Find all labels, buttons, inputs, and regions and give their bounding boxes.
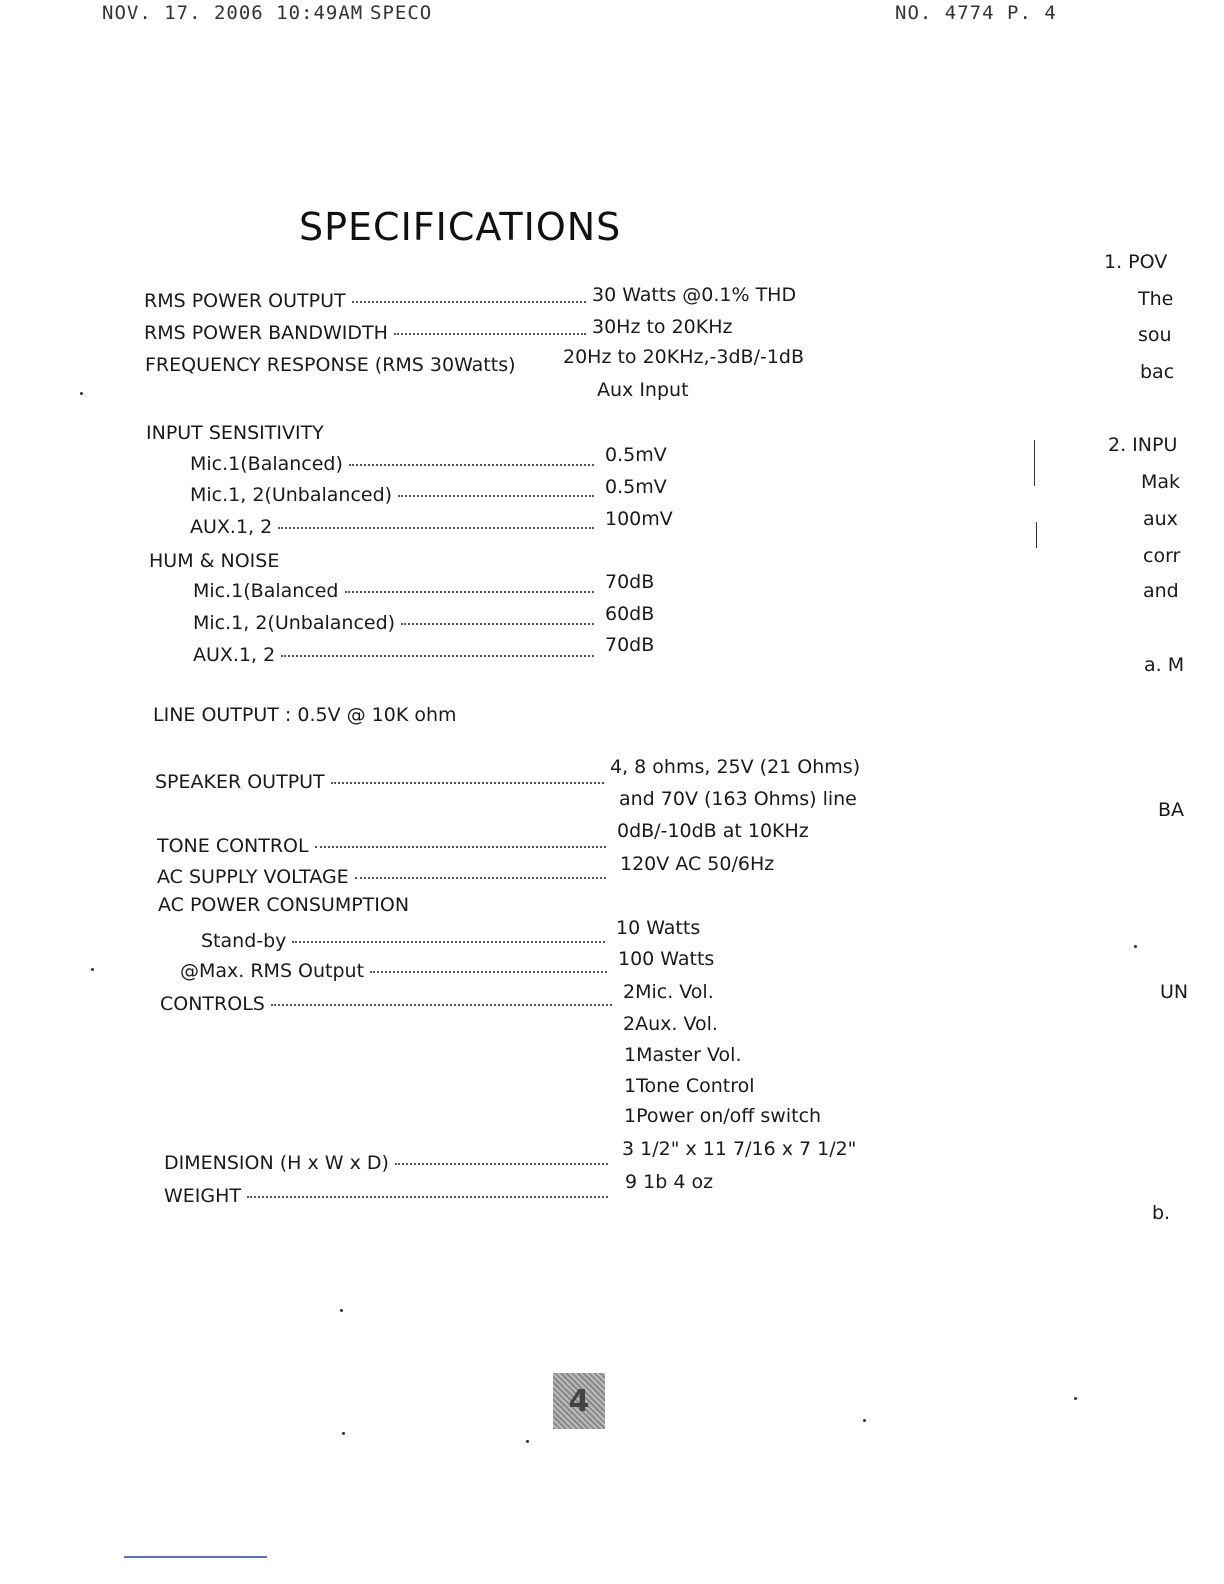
fax-sender: SPECO (370, 2, 433, 24)
spec-value-continued: and 70V (163 Ohms) line (619, 788, 857, 810)
controls-value: 2Mic. Vol. (623, 981, 714, 1003)
spec-label: AC SUPPLY VOLTAGE (157, 866, 349, 888)
spec-row-dimension (164, 1152, 614, 1174)
spec-row-standby (201, 930, 611, 952)
controls-value: 2Aux. Vol. (623, 1013, 718, 1035)
spec-value: 70dB (605, 634, 655, 656)
side-text: aux (1143, 508, 1178, 530)
spec-value: 120V AC 50/6Hz (620, 853, 775, 875)
spec-row-hum-mic12-unbalanced (193, 612, 600, 634)
scan-speck (863, 1419, 866, 1422)
scan-speck (342, 1432, 345, 1435)
section-heading-hum-noise: HUM & NOISE (149, 550, 280, 572)
spec-label: Stand-by (201, 930, 287, 952)
scan-speck (1074, 1397, 1077, 1400)
side-text: a. M (1144, 654, 1185, 676)
spec-row-ac-supply-voltage (157, 866, 612, 888)
spec-row-tone-control (157, 835, 612, 857)
spec-label: AUX.1, 2 (190, 516, 273, 538)
spec-value: 30Hz to 20KHz (592, 316, 733, 338)
side-text: UN (1160, 981, 1189, 1003)
spec-value: 100mV (605, 508, 673, 530)
spec-label: RMS POWER OUTPUT (144, 290, 346, 312)
controls-value: 1Tone Control (624, 1075, 755, 1097)
page-number-badge: 4 (553, 1373, 605, 1429)
spec-value: 10 Watts (616, 917, 701, 939)
spec-value: 0.5mV (605, 476, 667, 498)
spec-value: 4, 8 ohms, 25V (21 Ohms) (610, 756, 861, 778)
spec-line-output: LINE OUTPUT : 0.5V @ 10K ohm (153, 704, 457, 726)
spec-label: TONE CONTROL (157, 835, 309, 857)
side-text: 2. INPU (1108, 434, 1178, 456)
side-text: and (1143, 580, 1179, 602)
spec-row-hum-aux12 (193, 644, 600, 666)
spec-value: 0dB/-10dB at 10KHz (617, 820, 809, 842)
scan-mark (1034, 440, 1035, 486)
spec-label: Mic.1(Balanced) (190, 453, 343, 475)
scan-speck (91, 968, 94, 971)
spec-row-input-mic1-balanced (190, 453, 600, 475)
spec-row-input-aux12 (190, 516, 600, 538)
fax-datetime: NOV. 17. 2006 10:49AM (102, 2, 364, 24)
scan-speck (340, 1309, 343, 1312)
spec-row-controls (160, 993, 618, 1015)
spec-value: 60dB (605, 603, 655, 625)
side-text: corr (1143, 545, 1181, 567)
spec-label-frequency-response: FREQUENCY RESPONSE (RMS 30Watts) (145, 354, 516, 376)
scan-speck (526, 1440, 529, 1443)
scan-speck (1134, 945, 1137, 948)
spec-value: 30 Watts @0.1% THD (592, 284, 797, 306)
spec-label: AUX.1, 2 (193, 644, 276, 666)
spec-label: RMS POWER BANDWIDTH (144, 322, 388, 344)
spec-row-speaker-output (155, 771, 610, 793)
section-heading-input-sensitivity: INPUT SENSITIVITY (146, 422, 324, 444)
spec-value: 9 1b 4 oz (625, 1171, 714, 1193)
spec-row-input-mic12-unbalanced (190, 484, 600, 506)
spec-note-aux-input: Aux Input (597, 379, 689, 401)
spec-label: Mic.1, 2(Unbalanced) (190, 484, 393, 506)
side-text: Mak (1141, 471, 1181, 493)
spec-value: 3 1/2" x 11 7/16 x 7 1/2" (622, 1138, 857, 1160)
spec-value: 70dB (605, 571, 655, 593)
side-text: bac (1140, 361, 1175, 383)
spec-value-frequency-response: 20Hz to 20KHz,-3dB/-1dB (563, 346, 805, 368)
spec-label: Mic.1, 2(Unbalanced) (193, 612, 396, 634)
side-text: 1. POV (1104, 251, 1168, 273)
spec-row-rms-power-bandwidth (144, 322, 592, 344)
side-text: BA (1158, 799, 1185, 821)
spec-row-hum-mic1-balanced (193, 580, 600, 602)
section-heading-ac-power-consumption: AC POWER CONSUMPTION (158, 894, 410, 916)
spec-row-max-rms-output (180, 960, 613, 982)
spec-label: @Max. RMS Output (180, 960, 365, 982)
side-text: The (1138, 288, 1174, 310)
spec-label: Mic.1(Balanced (193, 580, 339, 602)
side-text: sou (1138, 324, 1172, 346)
spec-value: 100 Watts (618, 948, 715, 970)
scan-mark (1036, 522, 1037, 548)
fax-number: NO. 4774 (895, 2, 995, 24)
spec-label: CONTROLS (160, 993, 265, 1015)
controls-value: 1Master Vol. (624, 1044, 742, 1066)
page-title: SPECIFICATIONS (299, 205, 622, 249)
spec-row-weight (164, 1185, 614, 1207)
spec-label: WEIGHT (164, 1185, 242, 1207)
controls-value: 1Power on/off switch (624, 1105, 822, 1127)
spec-label: DIMENSION (H x W x D) (164, 1152, 389, 1174)
spec-value: 0.5mV (605, 444, 667, 466)
bottom-rule (124, 1556, 267, 1558)
fax-page: P. 4 (1007, 2, 1057, 24)
spec-label: SPEAKER OUTPUT (155, 771, 325, 793)
side-text: b. (1152, 1202, 1171, 1224)
spec-row-rms-power-output (144, 290, 592, 312)
scan-speck (80, 392, 83, 395)
